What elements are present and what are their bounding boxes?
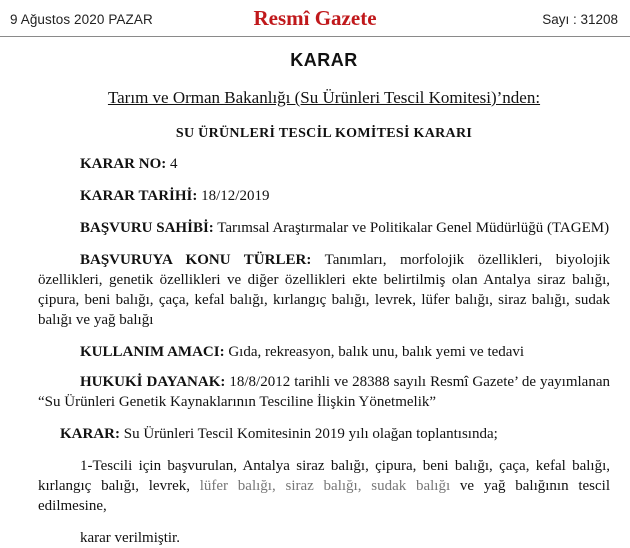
karar-tarihi-label: KARAR TARİHİ:	[80, 188, 198, 204]
hukuki-dayanak-label: HUKUKİ DAYANAK:	[80, 374, 226, 390]
hukuki-dayanak-value: 18/8/2012 tarihli ve 28388 sayılı Resmî Gazete’ de yayımlanan “Su Ürünleri Genetik Kaynaklarının Tesciline İlişkin Yönetmelik”	[38, 374, 610, 410]
decision-item-1-end: ve yağ balığının tescil edilmesine,	[38, 478, 610, 514]
decision-item-1	[38, 456, 610, 516]
karar-line	[38, 424, 610, 444]
karar-no-line	[38, 154, 610, 174]
decision-item-1-faded: lüfer balığı, siraz balığı, sudak balığı	[199, 478, 451, 494]
document-heading: KARAR	[290, 50, 358, 70]
decision-item-1-start: 1-Tescili için başvurulan, Antalya siraz balığı, çipura, beni balığı, çaça, kefal balığı, kırlangıç balığı, levrek,	[38, 458, 610, 494]
closing-line: karar verilmiştir.	[80, 530, 180, 546]
kullanim-amaci-line	[38, 342, 610, 362]
konu-turler-value: Tanımları, morfolojik özellikleri, biyolojik özellikleri, genetik özellikleri ve diğer özellikleri ekte belirtilmiş olan Antalya siraz balığı, çipura, beni balığı, çaça, kefal balığı, kırlangıç balığı, levrek, lüfer balığı, siraz balığı, sudak balığı ve yağ balığı	[38, 252, 610, 328]
kullanim-amaci-value: Gıda, rekreasyon, balık unu, balık yemi ve tedavi	[228, 344, 525, 360]
karar-no-label: KARAR NO:	[80, 156, 167, 172]
kullanim-amaci-label: KULLANIM AMACI:	[80, 344, 225, 360]
basvuru-sahibi-paragraph	[38, 218, 610, 238]
basvuru-sahibi-label: BAŞVURU SAHİBİ:	[80, 220, 214, 236]
gazette-title: Resmî Gazete	[253, 6, 377, 30]
karar-label: KARAR:	[60, 426, 120, 442]
issue-number: Sayı : 31208	[542, 12, 618, 27]
karar-tarihi-line	[38, 186, 610, 206]
karar-tarihi-value: 18/12/2019	[201, 188, 270, 204]
header-divider	[0, 36, 630, 37]
hukuki-dayanak-paragraph	[38, 372, 610, 412]
ministry-line: Tarım ve Orman Bakanlığı (Su Ürünleri Tescil Komitesi)’nden:	[107, 88, 541, 107]
committee-title: SU ÜRÜNLERİ TESCİL KOMİTESİ KARARI	[175, 126, 473, 141]
basvuru-sahibi-value: Tarımsal Araştırmalar ve Politikalar Genel Müdürlüğü (TAGEM)	[217, 220, 610, 236]
karar-no-value: 4	[170, 156, 178, 172]
konu-turler-paragraph	[38, 250, 610, 330]
konu-turler-label: BAŞVURUYA KONU TÜRLER:	[80, 252, 312, 268]
gazette-header	[0, 0, 630, 40]
karar-value: Su Ürünleri Tescil Komitesinin 2019 yılı olağan toplantısında;	[123, 426, 498, 442]
document-body	[38, 44, 610, 548]
issue-date: 9 Ağustos 2020 PAZAR	[10, 12, 153, 27]
